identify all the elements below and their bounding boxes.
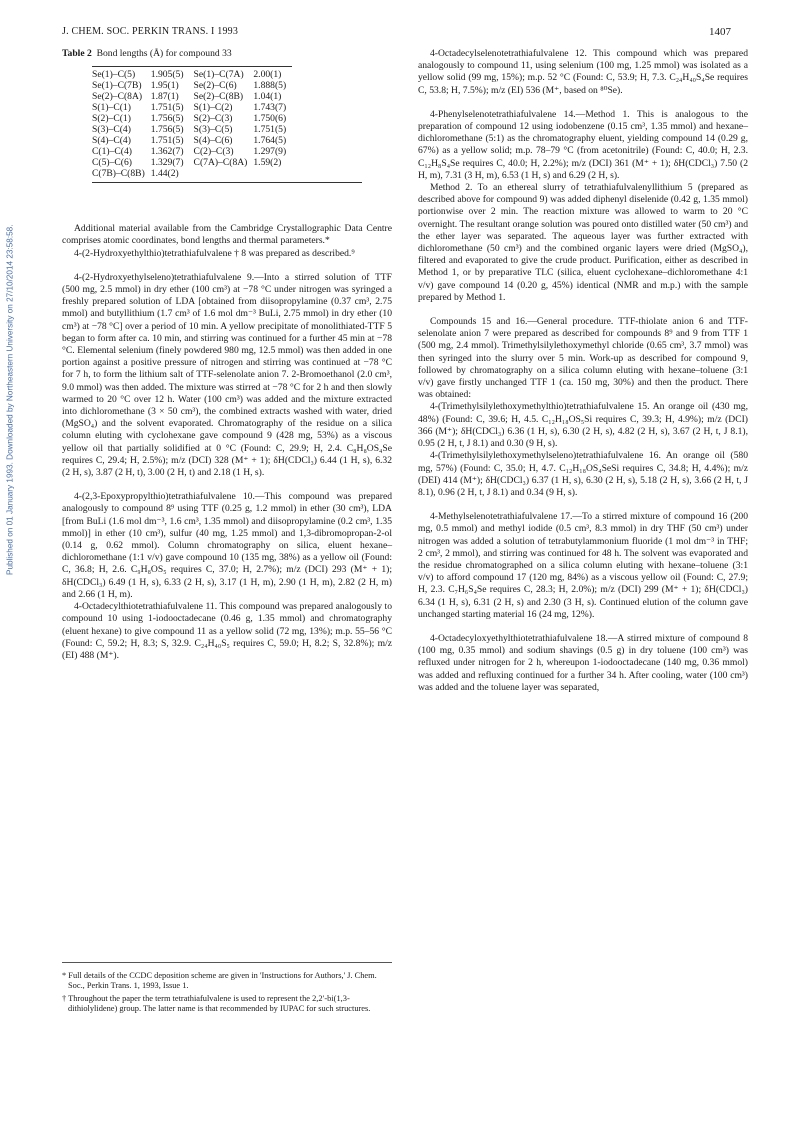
table-cell: 1.59(2): [253, 157, 282, 169]
table-row: [92, 113, 292, 124]
table-row: [92, 168, 292, 179]
table-cell: [253, 168, 292, 179]
table-row: [92, 80, 292, 91]
table-label: Table 2: [62, 48, 92, 59]
table-cell: Se(1)–C(7A): [193, 69, 244, 81]
paragraph-compound-10: 4-(2,3-Epoxypropylthio)tetrathiafulvalene 10.—This compound was prepared analogously to compound 8⁹ using TTF (0.25 g, 1.2 mmol) in ether (30 cm³), LDA [from BuLi (1.6 mol dm⁻³, 1.6 cm³, 1.35 mmol) and diisopropylamine (0.2 cm³, 1.35 mmol)] in ether (10 cm³), sulfur (40 mg, 1.25 mmol) and 1,3-dibromopropan-2-ol (0.14 g, 0.62 mmol). Column chromatography on silica, eluent hexane–dichloromethane (1:1 v/v) gave compound 10 (135 mg, 38%) as a yellow oil (Found: C, 36.8; H, 2.6. C₉H₈OS₅ requires C, 37.0; H, 2.7%); m/z (DCI) 293 (M⁺ + 1); δH(CDCl₃) 6.49 (1 H, s), 6.33 (2 H, s), 3.17 (1 H, m), 2.90 (1 H, m), 2.82 (2 H, m) and 2.66 (1 H, m).: [62, 491, 392, 600]
page-header: [62, 26, 731, 42]
paragraph-compound-8: 4-(2-Hydroxyethylthio)tetrathiafulvalene † 8 was prepared as described.⁹: [74, 247, 355, 259]
table-caption: [62, 48, 392, 60]
left-column: [62, 48, 392, 662]
paragraph-compound-14-method-1: 4-Phenylselenotetrathiafulvalene 14.—Method 1. This is analogous to the preparation of compound 12 using iodobenzene (0.15 cm³, 1.35 mmol) and hexane–dichloromethane (5:1) as the chromatography eluent, yielding compound 14 (0.29 g, 67%) as a yellow solid; m.p. 78–79 °C (from acetonitrile) (Found: C, 40.0; H, 2.3. C₁₂H₈S₄Se requires C, 40.0; H, 2.2%); m/z (DCI) 361 (M⁺ + 1); δH(CDCl₃) 7.50 (2 H, m), 7.31 (3 H, m), 6.53 (1 H, s) and 6.29 (2 H, s).: [418, 108, 748, 181]
table-cell: 1.751(5): [253, 124, 287, 136]
paragraph-compound-16: 4-(Trimethylsilylethoxymethylseleno)tetrathiafulvalene 16. An orange oil (580 mg, 57%) (Found: C, 35.0; H, 4.7. C₁₂H₁₈OS₄SeSi requires C, 34.8; H, 4.4%); m/z (DEI) 414 (M⁺); δH(CDCl₃) 6.37 (1 H, s), 6.30 (2 H, s), 5.18 (2 H, s), 3.66 (2 H, t, J 8.1), 0.96 (2 H, t, J 8.1) and 0.34 (9 H, s).: [418, 450, 748, 498]
paragraph-supplementary: Additional material available from the Cambridge Crystallographic Data Centre comprises atomic coordinates, bond lengths and thermal parameters.*: [62, 223, 392, 247]
table-cell: 1.44(2): [150, 168, 179, 180]
table-cell: 1.95(1): [150, 80, 179, 92]
paragraph-compounds-15-16: Compounds 15 and 16.—General procedure. TTF-thiolate anion 6 and TTF-selenolate anion 7 were prepared as described for compounds 8⁹ and 9 from TTF 1 (500 mg, 2.4 mmol). Trimethylsilylethoxymethyl chloride (0.65 cm³, 3.7 mmol) was then syringed into the slurry over 5 min. Work-up as described for compound 9, followed by chromatography on a silica column eluting with hexane–toluene (3:1 v/v) gave firstly unchanged TTF 1 (ca. 150 mg, 30%) and then the product. There was obtained:: [418, 316, 748, 401]
table-cell: S(1)–C(2): [193, 102, 233, 114]
table-cell: Se(1)–C(5): [92, 69, 136, 81]
table-cell: S(4)–C(6): [193, 135, 233, 147]
table-cell: 2.00(1): [253, 69, 282, 81]
table-row: [92, 91, 292, 102]
table-row: [92, 135, 292, 146]
table-cell: 1.756(5): [150, 113, 184, 125]
footnote-rule: [62, 962, 392, 963]
table-cell: C(7B)–C(8B): [92, 168, 145, 180]
paragraph-compound-11: 4-Octadecylthiotetrathiafulvalene 11. This compound was prepared analogously to compound 10 using 1-iodooctadecane (0.46 g, 1.35 mmol) and chromatography (eluent hexane) to give compound 11 as a yellow solid (72 mg, 13%); m.p. 55–56 °C (Found: C, 59.2; H, 8.3; S, 32.9. C₂₄H₄₀S₅ requires C, 59.0; H, 8.2; S, 32.8%); m/z (EI) 488 (M⁺).: [62, 601, 392, 661]
table-cell: S(3)–C(4): [92, 124, 131, 136]
footnotes: [62, 962, 392, 1017]
table-cell: C(2)–C(3): [193, 146, 234, 158]
journal-running-head: J. CHEM. SOC. PERKIN TRANS. I 1993: [62, 26, 239, 37]
paragraph-compound-9: 4-(2-Hydroxyethylseleno)tetrathiafulvalene 9.—Into a stirred solution of TTF (500 mg, 2.5 mmol) in dry ether (100 cm³) at −78 °C under nitrogen was syringed a freshly prepared solution of LDA [obtained from diisopropylamine (0.37 cm³, 2.75 mmol) and butyllithium (1.7 cm³ of 1.6 mol dm⁻³ BuLi, 2.75 mmol) in dry ether (10 cm³) at −78 °C] over a period of 10 min. A yellow precipitate of monolithiated-TTF 5 began to form after ca. 10 min, and stirring was continued for a further 45 min at −78 °C. Elemental selenium (finely powdered 980 mg, 12.5 mmol) was then added in one portion against a positive pressure of nitrogen and stirring was continued at −78 °C for 7 h, to form the lithium salt of TTF-selenolate anion 7. 2-Bromoethanol (2.0 cm³, 9.0 mmol) was then added. The mixture was stirred at −78 °C for 2 h and then slowly warmed to 20 °C over 12 h. Water (100 cm³) was added and the mixture extracted into dichloromethane (3 × 50 cm³), the combined extracts washed with water, dried (MgSO₄) and the solvent evaporated. Chromatography of the residue on a silica column eluting with cyclohexane gave compound 9 (428 mg, 53%) as a viscous yellow oil that partially solidified at 0 °C (Found: C, 29.9; H, 2.4. C₈H₈OS₄Se requires C, 29.4; H, 2.5%); m/z (DCI) 328 (M⁺ + 1); δH(CDCl₃) 6.44 (1 H, s), 6.32 (2 H, s), 3.87 (2 H, t), 3.00 (2 H, t) and 2.18 (1 H, s).: [62, 271, 392, 479]
table-cell: S(4)–C(4): [92, 135, 131, 147]
table-cell: 1.04(1): [253, 91, 282, 103]
table-cell: S(1)–C(1): [92, 102, 131, 114]
page-number: 1407: [709, 26, 731, 38]
bond-lengths-table: [92, 66, 292, 179]
table-cell: [194, 168, 254, 179]
table-row: [92, 146, 292, 157]
table-cell: 1.362(7): [150, 146, 184, 158]
table-row: [92, 157, 292, 168]
table-row: [92, 69, 292, 80]
table-cell: Se(2)–C(8B): [193, 91, 244, 103]
publication-sidebar-note: Published on 01 January 1993. Downloaded by Northeastern University on 27/10/2014 23:58:58.: [5, 224, 15, 576]
paragraph-compound-18: 4-Octadecyloxyethylthiotetrathiafulvalene 18.—A stirred mixture of compound 8 (100 mg, 0.35 mmol) and sodium shavings (0.5 g) in dry toluene (100 cm³) was refluxed under nitrogen for 2 h, whereupon 1-iodooctadecane (140 mg, 0.36 mmol) was added and refluxing continued for a further 34 h. After cooling, water (100 cm³) was added and the toluene layer was separated,: [418, 632, 748, 693]
table-cell: S(2)–C(3): [193, 113, 233, 125]
table-cell: 1.743(7): [253, 102, 287, 114]
table-cell: 1.329(7): [150, 157, 184, 169]
table-row: [92, 102, 292, 113]
table-cell: C(5)–C(6): [92, 157, 132, 169]
table-cell: 1.751(5): [150, 135, 184, 147]
footnote-ttf-term: † Throughout the paper the term tetrathiafulvalene is used to represent the 2,2′-bi(1,3-dithiolylidene) group. The latter name is that recommended by IUPAC for such structures.: [62, 993, 371, 1014]
table-cell: S(3)–C(5): [193, 124, 233, 136]
table-cell: 1.888(5): [253, 80, 287, 92]
paragraph-compound-17: 4-Methylselenotetrathiafulvalene 17.—To a stirred mixture of compound 16 (200 mg, 0.5 mmol) and methyl iodide (0.5 cm³, 8.3 mmol) in dry THF (50 cm³) under nitrogen was added a solution of tetrabutylammonium fluoride (1 mol dm⁻³ in THF; 2 cm³, 2 mmol), and stirring was continued for 48 h. The solvent was evaporated and the residue chromatographed on a silica column eluting with hexane–toluene (3:1 v/v) to afford compound 17 (120 mg, 84%) as a viscous yellow oil (Found: C, 27.9; H, 2.3. C₇H₆S₄Se requires C, 28.3; H, 2.0%); m/z (DCI) 299 (M⁺ + 1); δH(CDCl₃) 6.34 (1 H, s), 6.31 (2 H, s) and 2.30 (3 H, s). Continued elution of the column gave unchanged starting material 16 (24 mg, 12%).: [418, 511, 748, 620]
table-cell: Se(2)–C(6): [193, 80, 237, 92]
table-cell: C(7A)–C(8A): [193, 157, 248, 169]
footnote-ccdc: * Full details of the CCDC deposition scheme are given in 'Instructions for Authors,' J. Chem. Soc., Perkin Trans. 1, 1993, Issue 1.: [62, 971, 377, 991]
right-column: [418, 48, 748, 694]
paragraph-compound-15: 4-(Trimethylsilylethoxymethylthio)tetrathiafulvalene 15. An orange oil (430 mg, 48%) (Found: C, 39.6; H, 4.5. C₁₂H₁₈OS₅Si requires C, 39.3; H, 4.9%); m/z (DCI) 366 (M⁺); δH(CDCl₃) 6.36 (1 H, s), 6.30 (2 H, s), 4.82 (2 H, s), 3.67 (2 H, t, J 8.1), 0.95 (2 H, t, J 8.1) and 0.30 (9 H, s).: [418, 401, 748, 450]
paragraph-compound-14-method-2: Method 2. To an ethereal slurry of tetrathiafulvalenyllithium 5 (prepared as described above for compound 9) was added diphenyl diselenide (0.42 g, 1.35 mmol) portionwise over 2 min. The reaction mixture was allowed to warm to 20 °C overnight. The resultant orange solution was poured onto distilled water (50 cm³) and the ether layer was separated. The aqueous layer was further extracted with dichloromethane (50 cm³) and the combined organic layers were dried (MgSO₄), filtered and evaporated to give the crude product. Purification, either as described in Method 1, or by preparative TLC (silica, eluent cyclohexane–dichloromethane 4:1 v/v) gave compound 14 (0.20 g, 45%) identical (NMR and m.p.) with the sample prepared by Method 1.: [418, 182, 748, 303]
table-cell: Se(2)–C(8A): [92, 91, 143, 103]
table-row: [92, 124, 292, 135]
table-cell: 1.750(6): [253, 113, 287, 125]
table-cell: S(2)–C(1): [92, 113, 131, 125]
paragraph-compound-12: 4-Octadecylselenotetrathiafulvalene 12. This compound which was prepared analogously to compound 11, using selenium (100 mg, 1.25 mmol) was isolated as a yellow solid (99 mg, 15%); m.p. 52 °C (Found: C, 53.9; H, 7.3. C₂₄H₄₀S₄Se requires C, 53.8; H, 7.5%); m/z (EI) 536 (M⁺, based on ⁸⁰Se).: [418, 48, 748, 96]
table-cell: 1.764(5): [253, 135, 287, 147]
table-cell: C(1)–C(4): [92, 146, 132, 158]
table-cell: 1.905(5): [150, 69, 184, 81]
table-cell: 1.297(9): [253, 146, 287, 158]
table-cell: 1.756(5): [150, 124, 184, 136]
table-caption-text: Bond lengths (Å) for compound 33: [96, 48, 232, 59]
table-cell: 1.751(5): [150, 102, 184, 114]
table-cell: Se(1)–C(7B): [92, 80, 142, 92]
table-cell: 1.87(1): [150, 91, 179, 103]
